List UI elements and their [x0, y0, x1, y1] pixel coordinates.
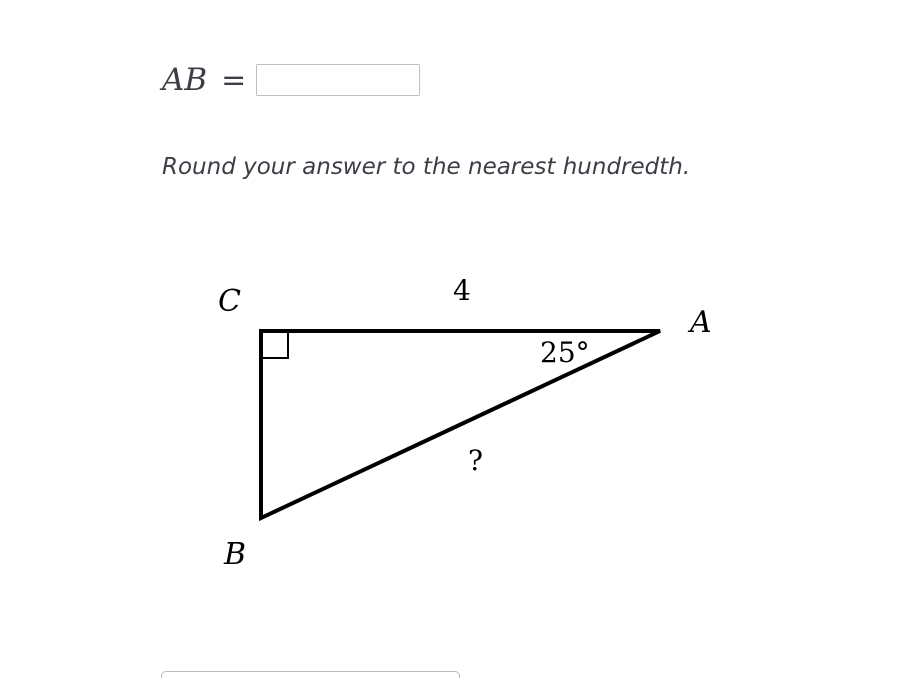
vertex-label-b: B — [224, 537, 247, 572]
vertex-label-a: A — [690, 305, 712, 340]
unknown-side-ab: ? — [468, 444, 484, 477]
side-length-ca: 4 — [453, 274, 471, 307]
angle-label-a: 25° — [540, 336, 590, 369]
right-angle-marker — [261, 331, 288, 358]
vertex-label-c: C — [218, 284, 241, 319]
bottom-action-button[interactable] — [161, 671, 460, 678]
instruction-text: Round your answer to the nearest hundredth. — [162, 154, 691, 180]
right-triangle — [261, 331, 660, 518]
equals-sign: = — [221, 62, 247, 98]
answer-label: AB — [162, 62, 208, 98]
